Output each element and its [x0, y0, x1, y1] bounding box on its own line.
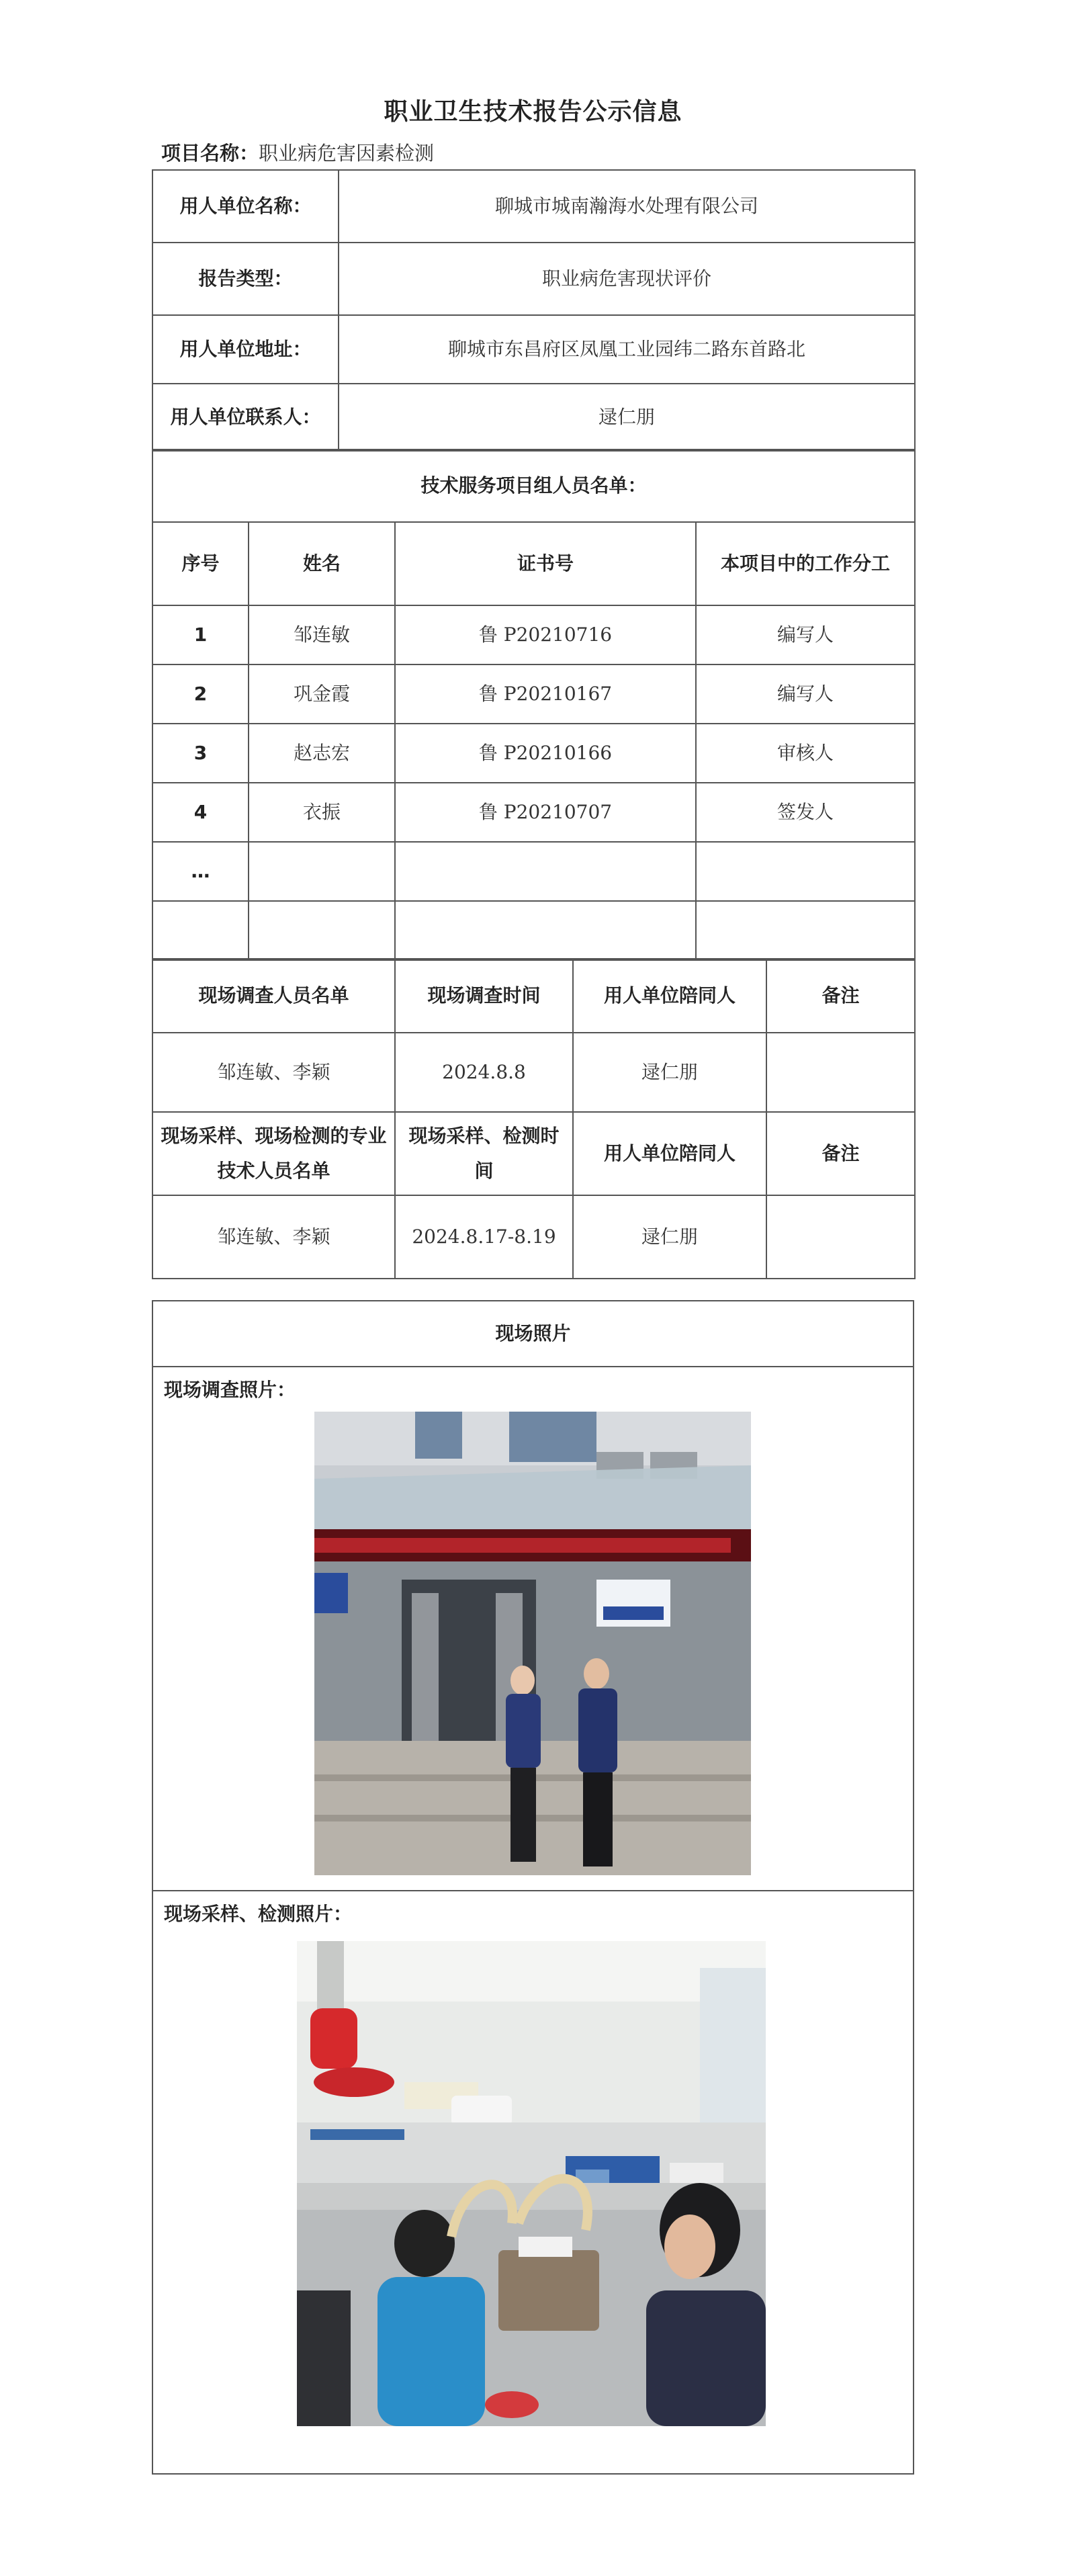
team-header-index: 序号	[152, 522, 249, 605]
team-header-name: 姓名	[249, 522, 395, 605]
employer-name-label: 用人单位名称：	[152, 170, 339, 243]
team-cell-index: 1	[152, 605, 249, 664]
survey-header-remark: 备注	[766, 959, 915, 1033]
team-cell-name: 邹连敏	[249, 605, 395, 664]
employer-contact-value: 逯仁朋	[339, 384, 915, 451]
sampling-photo	[297, 1941, 766, 2426]
survey-sampling-table	[152, 958, 914, 1279]
survey-cell-staff: 邹连敏、李颖	[152, 1033, 395, 1112]
sampling-header-staff: 现场采样、现场检测的专业技术人员名单	[152, 1112, 395, 1195]
team-cell-name: 赵志宏	[249, 724, 395, 783]
survey-cell-escort: 逯仁朋	[573, 1033, 766, 1112]
team-header-role: 本项目中的工作分工	[696, 522, 915, 605]
survey-photo-label: 现场调查照片：	[164, 1379, 296, 1401]
survey-photo	[314, 1412, 751, 1875]
team-cell-cert	[395, 842, 696, 901]
team-heading: 技术服务项目组人员名单：	[152, 449, 915, 522]
sampling-photo-label: 现场采样、检测照片：	[164, 1903, 353, 1925]
team-cell-name: 巩金霞	[249, 664, 395, 724]
sampling-header-time: 现场采样、检测时间	[395, 1112, 573, 1195]
team-cell-index: …	[152, 842, 249, 901]
survey-header-escort: 用人单位陪同人	[573, 959, 766, 1033]
table-row	[152, 842, 915, 901]
sampling-cell-staff: 邹连敏、李颖	[152, 1195, 395, 1279]
project-line	[161, 138, 434, 166]
survey-header-staff: 现场调查人员名单	[152, 959, 395, 1033]
team-cell-index: 3	[152, 724, 249, 783]
page-title: 职业卫生技术报告公示信息	[384, 98, 682, 126]
team-cell-cert: 鲁 P20210166	[395, 724, 696, 783]
project-label: 项目名称：	[161, 142, 259, 165]
sampling-photo-section	[153, 1891, 913, 2475]
team-header-cert: 证书号	[395, 522, 696, 605]
employer-address-value: 聊城市东昌府区凤凰工业园纬二路东首路北	[339, 315, 915, 384]
team-cell-role: 编写人	[696, 664, 915, 724]
team-cell-cert	[395, 901, 696, 960]
report-type-label: 报告类型：	[152, 243, 339, 315]
team-table	[152, 449, 914, 961]
survey-cell-time: 2024.8.8	[395, 1033, 573, 1112]
sampling-cell-remark	[766, 1195, 915, 1279]
team-cell-cert: 鲁 P20210167	[395, 664, 696, 724]
team-cell-role: 编写人	[696, 605, 915, 664]
team-cell-name: 衣振	[249, 783, 395, 842]
sampling-header-escort: 用人单位陪同人	[573, 1112, 766, 1195]
employer-contact-label: 用人单位联系人：	[152, 384, 339, 451]
team-cell-role: 审核人	[696, 724, 915, 783]
team-cell-role	[696, 842, 915, 901]
survey-header-time: 现场调查时间	[395, 959, 573, 1033]
team-cell-name	[249, 901, 395, 960]
team-cell-index: 2	[152, 664, 249, 724]
team-cell-role: 签发人	[696, 783, 915, 842]
table-row	[152, 901, 915, 960]
team-cell-name	[249, 842, 395, 901]
sampling-header-remark: 备注	[766, 1112, 915, 1195]
sampling-cell-escort: 逯仁朋	[573, 1195, 766, 1279]
survey-photo-section	[153, 1367, 913, 1891]
site-photos-heading: 现场照片	[153, 1301, 913, 1367]
employer-name-value: 聊城市城南瀚海水处理有限公司	[339, 170, 915, 243]
sampling-cell-time: 2024.8.17-8.19	[395, 1195, 573, 1279]
team-cell-index: 4	[152, 783, 249, 842]
team-cell-cert: 鲁 P20210707	[395, 783, 696, 842]
project-value: 职业病危害因素检测	[259, 142, 435, 165]
table-row	[152, 783, 915, 842]
table-row	[152, 724, 915, 783]
employer-address-label: 用人单位地址：	[152, 315, 339, 384]
team-cell-index	[152, 901, 249, 960]
survey-cell-remark	[766, 1033, 915, 1112]
table-row	[152, 1195, 915, 1279]
table-row	[152, 1033, 915, 1112]
employer-info-table	[152, 169, 914, 452]
team-cell-role	[696, 901, 915, 960]
report-type-value: 职业病危害现状评价	[339, 243, 915, 315]
team-cell-cert: 鲁 P20210716	[395, 605, 696, 664]
site-photos-panel	[152, 1300, 914, 2475]
table-row	[152, 664, 915, 724]
table-row	[152, 605, 915, 664]
